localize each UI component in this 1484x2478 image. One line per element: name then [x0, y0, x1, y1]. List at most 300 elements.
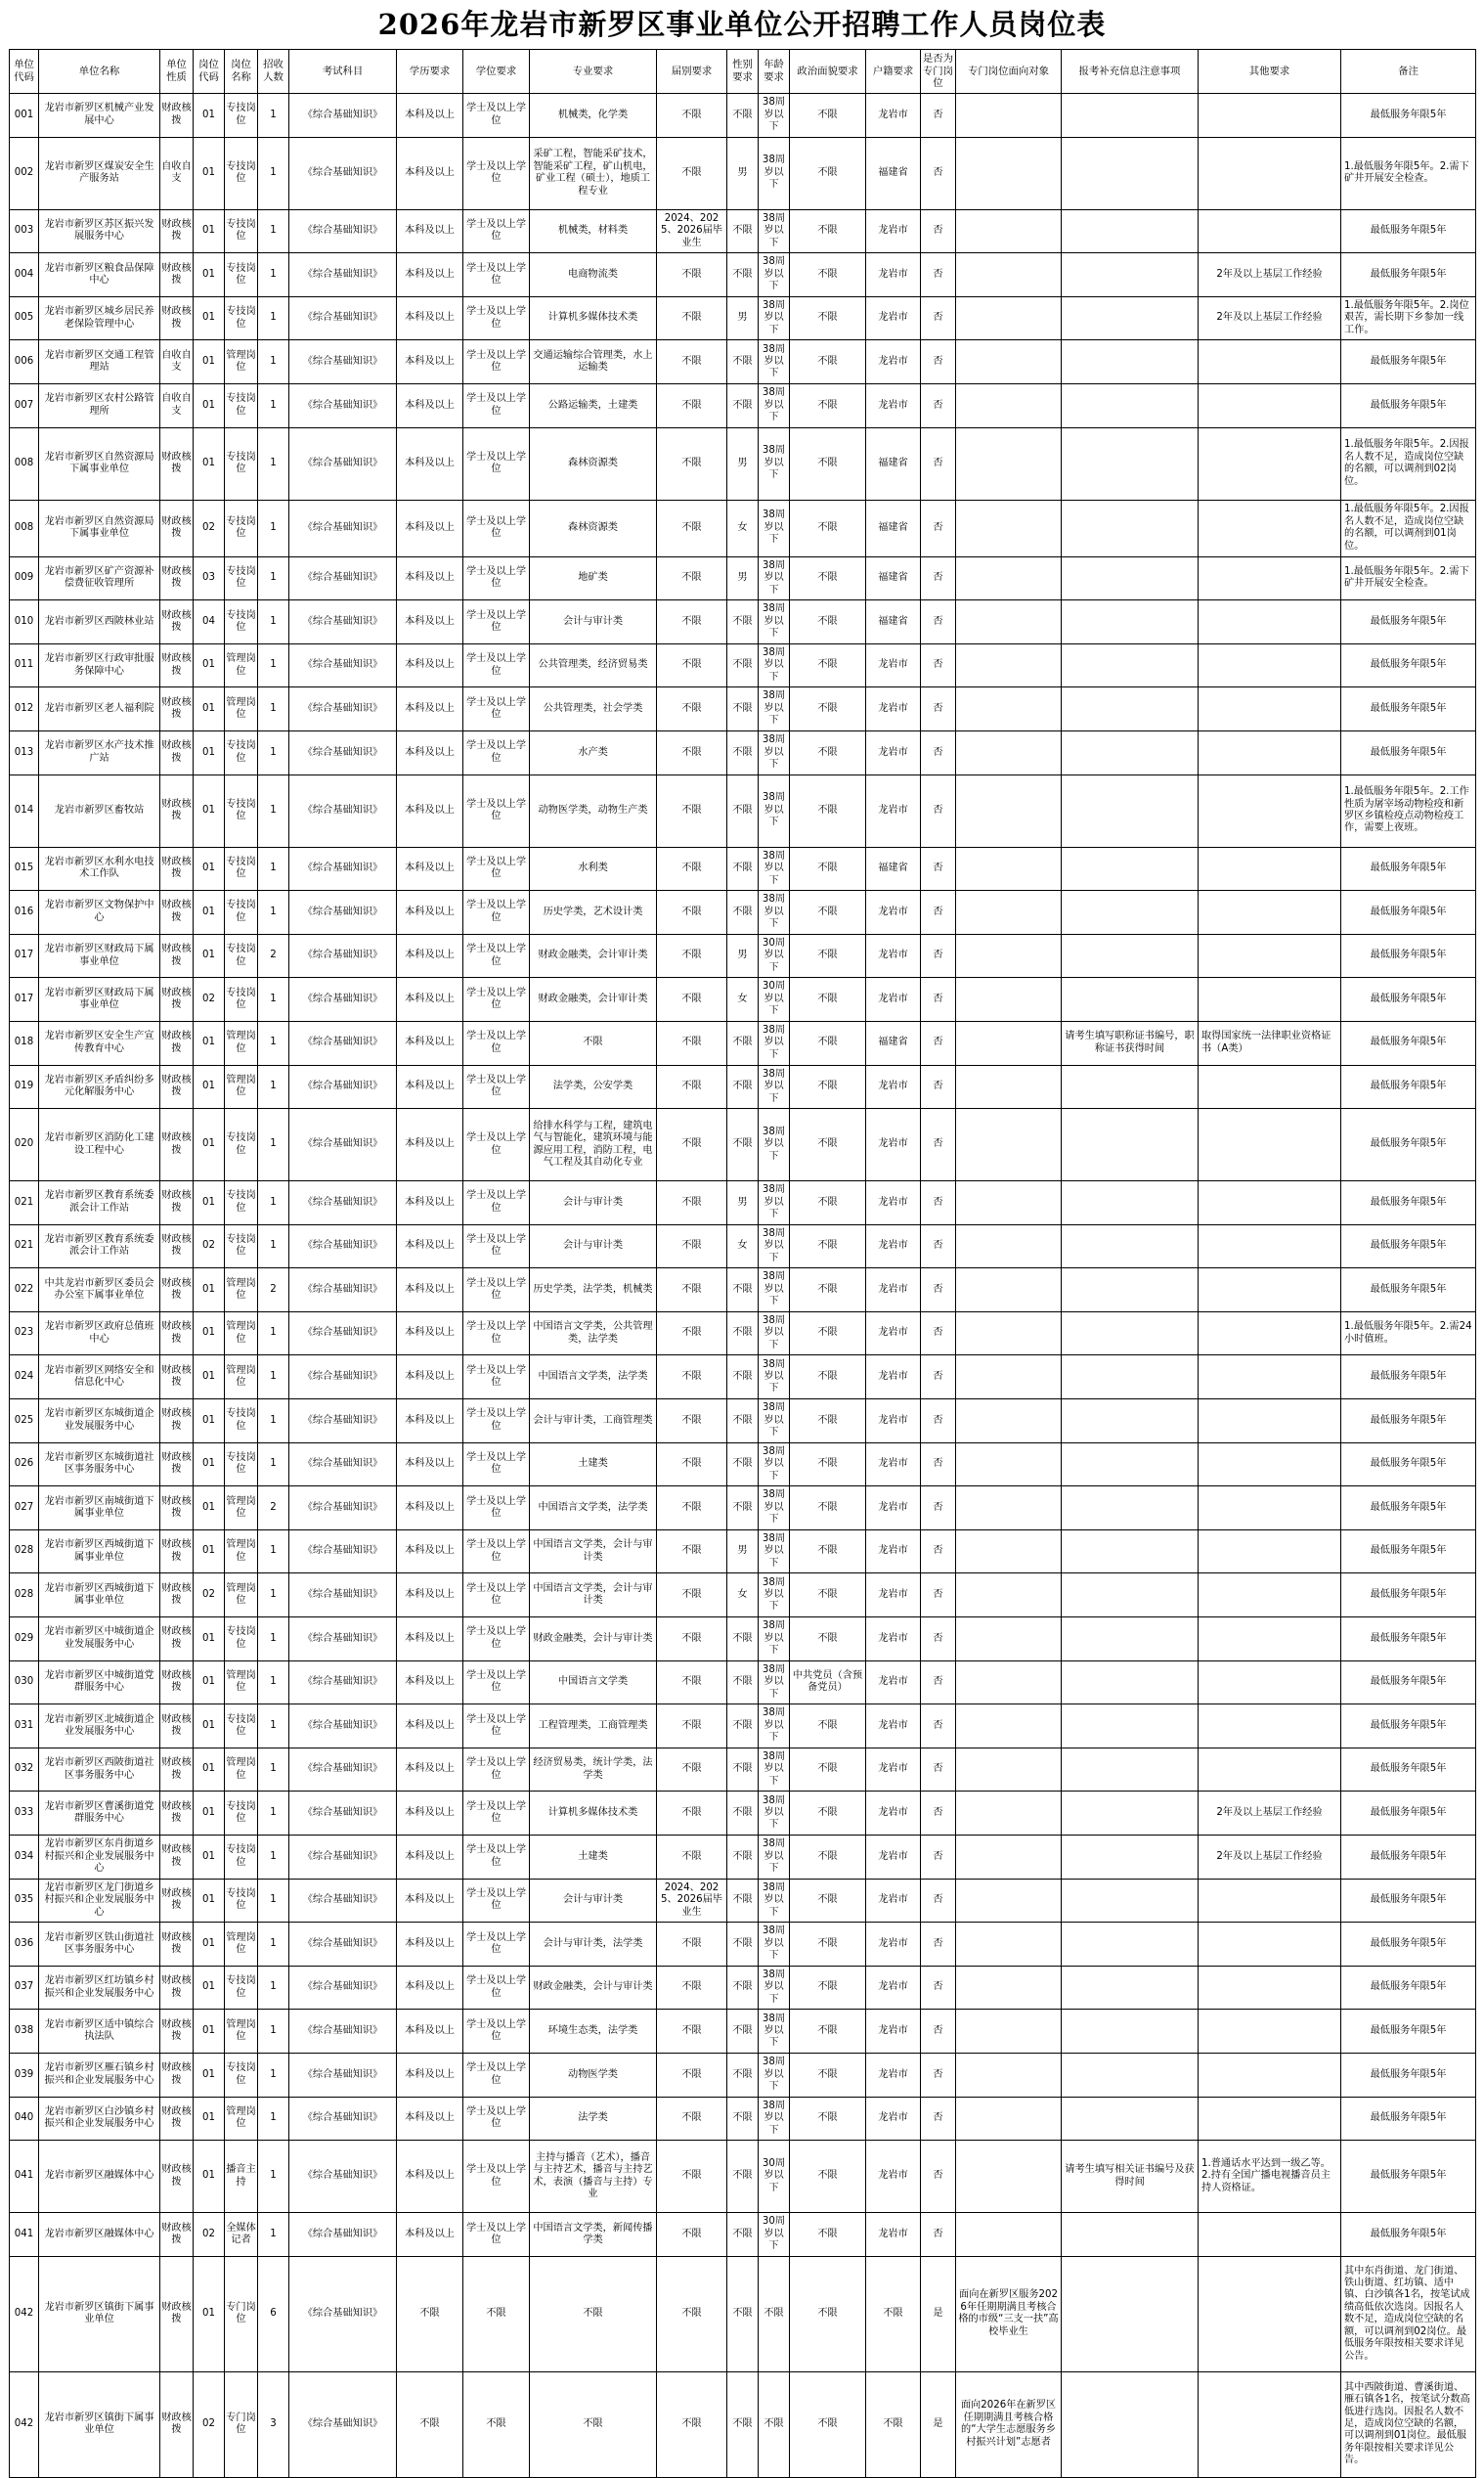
table-cell: 1.最低服务年限5年。2.因报名人数不足，造成岗位空缺的名额，可以调剂到01岗位。 [1341, 500, 1476, 556]
table-cell: 38周岁以下 [759, 1966, 790, 2010]
table-cell: 财政核拨 [160, 1224, 194, 1268]
table-cell [1062, 978, 1199, 1022]
table-cell: 经济贸易类，统计学类，法学类 [530, 1748, 657, 1792]
table-cell: 不限 [759, 2256, 790, 2371]
table-cell: 不限 [657, 2053, 727, 2097]
table-cell: 否 [921, 1529, 956, 1573]
table-cell [1199, 2053, 1341, 2097]
table-cell: 否 [921, 1704, 956, 1748]
table-cell: 38周岁以下 [759, 1573, 790, 1617]
table-cell: 不限 [657, 1399, 727, 1443]
table-cell: 不限 [530, 1021, 657, 1065]
table-cell: 不限 [790, 847, 866, 891]
table-cell: 给排水科学与工程，建筑电气与智能化，建筑环境与能源应用工程，消防工程，电气工程及其自动化专业 [530, 1109, 657, 1181]
table-cell: 不限 [790, 774, 866, 847]
table-cell [1199, 2213, 1341, 2257]
table-cell: 38周岁以下 [759, 383, 790, 427]
table-cell: 38周岁以下 [759, 1486, 790, 1530]
table-cell: 男 [727, 427, 759, 500]
table-cell: 管理岗位 [225, 1529, 258, 1573]
table-cell: 采矿工程，智能采矿技术，智能采矿工程，矿山机电，矿业工程（硕士），地质工程专业 [530, 137, 657, 209]
table-cell: 01 [194, 687, 225, 731]
table-cell: 01 [194, 1486, 225, 1530]
table-cell: 龙岩市 [866, 643, 921, 687]
table-cell: 学士及以上学位 [463, 383, 530, 427]
table-cell: 最低服务年限5年 [1341, 687, 1476, 731]
table-cell: 1 [258, 600, 289, 644]
table-row [10, 1109, 1476, 1181]
table-cell: 不限 [727, 383, 759, 427]
table-cell: 龙岩市新罗区网络安全和信息化中心 [39, 1355, 160, 1399]
positions-table [9, 49, 1476, 2478]
table-cell: 管理岗位 [225, 2010, 258, 2054]
table-cell: 不限 [727, 1966, 759, 2010]
table-cell: 本科及以上 [397, 296, 463, 340]
table-cell [956, 1529, 1062, 1573]
table-cell: 本科及以上 [397, 1923, 463, 1967]
table-cell: 不限 [657, 1617, 727, 1661]
table-cell: 中国语言文学类，会计与审计类 [530, 1573, 657, 1617]
table-cell: 学士及以上学位 [463, 1224, 530, 1268]
table-cell: 《综合基础知识》 [289, 978, 397, 1022]
table-cell: 男 [727, 1529, 759, 1573]
table-cell: 管理岗位 [225, 1486, 258, 1530]
table-cell [1062, 1748, 1199, 1792]
table-cell: 本科及以上 [397, 500, 463, 556]
table-cell: 本科及以上 [397, 340, 463, 384]
table-cell: 不限 [727, 94, 759, 138]
table-row [10, 1311, 1476, 1355]
table-cell [956, 1573, 1062, 1617]
table-cell: 不限 [727, 253, 759, 297]
table-cell: 本科及以上 [397, 1109, 463, 1181]
table-cell: 《综合基础知识》 [289, 1660, 397, 1704]
table-cell: 财政核拨 [160, 643, 194, 687]
table-cell: 《综合基础知识》 [289, 687, 397, 731]
table-cell: 男 [727, 137, 759, 209]
table-cell [1199, 934, 1341, 978]
table-cell: 本科及以上 [397, 687, 463, 731]
table-row [10, 500, 1476, 556]
table-cell: 018 [10, 1021, 39, 1065]
table-cell: 38周岁以下 [759, 427, 790, 500]
table-cell [1062, 1836, 1199, 1880]
table-cell: 《综合基础知识》 [289, 94, 397, 138]
table-cell: 财政核拨 [160, 774, 194, 847]
table-cell [956, 383, 1062, 427]
table-cell [956, 1617, 1062, 1661]
table-cell [1199, 2097, 1341, 2141]
table-cell: 008 [10, 500, 39, 556]
table-cell: 不限 [790, 1486, 866, 1530]
table-cell: 龙岩市 [866, 978, 921, 1022]
table-cell: 最低服务年限5年 [1341, 1660, 1476, 1704]
table-cell: 财政核拨 [160, 2213, 194, 2257]
table-cell: 不限 [657, 94, 727, 138]
table-cell: 不限 [657, 1065, 727, 1109]
table-cell: 专门岗位 [225, 2371, 258, 2477]
table-cell: 否 [921, 1966, 956, 2010]
table-cell: 龙岩市 [866, 2053, 921, 2097]
table-cell: 02 [194, 1224, 225, 1268]
table-cell: 38周岁以下 [759, 94, 790, 138]
table-cell: 学士及以上学位 [463, 1748, 530, 1792]
table-cell: 财政核拨 [160, 1529, 194, 1573]
table-cell: 不限 [790, 891, 866, 935]
table-cell: 最低服务年限5年 [1341, 94, 1476, 138]
table-cell: 01 [194, 2010, 225, 2054]
table-cell [956, 2141, 1062, 2213]
table-cell: 专技岗位 [225, 383, 258, 427]
table-cell: 1 [258, 94, 289, 138]
table-cell: 龙岩市 [866, 1748, 921, 1792]
table-cell: 022 [10, 1268, 39, 1312]
table-cell: 《综合基础知识》 [289, 730, 397, 774]
table-cell: 专技岗位 [225, 556, 258, 600]
table-cell: 最低服务年限5年 [1341, 1617, 1476, 1661]
table-cell: 1 [258, 209, 289, 253]
table-row [10, 2053, 1476, 2097]
table-cell: 019 [10, 1065, 39, 1109]
table-cell: 专技岗位 [225, 296, 258, 340]
table-cell: 不限 [657, 1529, 727, 1573]
table-cell: 不限 [727, 1109, 759, 1181]
table-cell: 01 [194, 94, 225, 138]
table-cell: 财政核拨 [160, 1573, 194, 1617]
table-cell: 财政核拨 [160, 1109, 194, 1181]
table-cell: 龙岩市 [866, 1660, 921, 1704]
table-cell: 否 [921, 847, 956, 891]
table-cell: 不限 [727, 1748, 759, 1792]
table-cell: 不限 [727, 2371, 759, 2477]
table-cell [1199, 1966, 1341, 2010]
table-cell: 《综合基础知识》 [289, 296, 397, 340]
table-cell: 6 [258, 2256, 289, 2371]
table-cell: 017 [10, 978, 39, 1022]
table-cell: 否 [921, 1109, 956, 1181]
table-cell: 龙岩市 [866, 1355, 921, 1399]
table-cell: 最低服务年限5年 [1341, 643, 1476, 687]
table-cell: 龙岩市新罗区适中镇综合执法队 [39, 2010, 160, 2054]
table-cell [956, 94, 1062, 138]
table-cell: 不限 [790, 137, 866, 209]
table-cell: 不限 [727, 1660, 759, 1704]
table-cell: 1.最低服务年限5年。2.工作性质为屠宰场动物检疫和新罗区乡镇检疫点动物检疫工作，需要上夜班。 [1341, 774, 1476, 847]
table-cell: 学士及以上学位 [463, 1355, 530, 1399]
table-cell: 30周岁以下 [759, 2213, 790, 2257]
table-row [10, 1268, 1476, 1312]
table-cell: 01 [194, 1109, 225, 1181]
table-row [10, 1748, 1476, 1792]
table-cell [1199, 1923, 1341, 1967]
table-cell: 森林资源类 [530, 427, 657, 500]
table-row [10, 730, 1476, 774]
table-cell: 最低服务年限5年 [1341, 1268, 1476, 1312]
table-cell: 动物医学类 [530, 2053, 657, 2097]
table-cell [1062, 2213, 1199, 2257]
table-cell: 1 [258, 1311, 289, 1355]
table-row [10, 2256, 1476, 2371]
table-cell: 专技岗位 [225, 891, 258, 935]
table-cell: 021 [10, 1181, 39, 1225]
table-cell: 本科及以上 [397, 774, 463, 847]
table-cell: 38周岁以下 [759, 2053, 790, 2097]
table-cell [956, 1879, 1062, 1923]
table-cell: 1 [258, 1573, 289, 1617]
table-cell: 专技岗位 [225, 253, 258, 297]
table-cell: 学士及以上学位 [463, 1966, 530, 2010]
table-cell: 2024、2025、2026届毕业生 [657, 209, 727, 253]
table-cell [1199, 383, 1341, 427]
table-cell: 本科及以上 [397, 2213, 463, 2257]
table-cell: 1 [258, 2213, 289, 2257]
table-cell [1199, 2256, 1341, 2371]
table-cell: 中共党员（含预备党员） [790, 1660, 866, 1704]
table-cell: 不限 [790, 1748, 866, 1792]
table-cell: 38周岁以下 [759, 1181, 790, 1225]
table-cell: 本科及以上 [397, 1486, 463, 1530]
table-cell: 龙岩市 [866, 1529, 921, 1573]
table-cell: 不限 [657, 1573, 727, 1617]
table-cell: 不限 [790, 1311, 866, 1355]
table-cell: 01 [194, 1704, 225, 1748]
table-cell [1199, 1660, 1341, 1704]
table-cell: 最低服务年限5年 [1341, 1879, 1476, 1923]
table-cell: 机械类，化学类 [530, 94, 657, 138]
table-cell: 龙岩市 [866, 2010, 921, 2054]
table-cell: 38周岁以下 [759, 2010, 790, 2054]
table-cell: 龙岩市 [866, 1399, 921, 1443]
table-cell: 036 [10, 1923, 39, 1967]
table-row [10, 1355, 1476, 1399]
table-cell: 龙岩市 [866, 1065, 921, 1109]
table-cell: 本科及以上 [397, 427, 463, 500]
table-cell: 龙岩市新罗区铁山街道社区事务服务中心 [39, 1923, 160, 1967]
table-cell: 福建省 [866, 556, 921, 600]
table-cell: 不限 [657, 2256, 727, 2371]
table-cell: 38周岁以下 [759, 687, 790, 731]
table-cell: 学士及以上学位 [463, 209, 530, 253]
table-cell [1062, 1486, 1199, 1530]
column-header: 户籍要求 [866, 50, 921, 94]
table-cell: 学士及以上学位 [463, 1660, 530, 1704]
table-cell: 森林资源类 [530, 500, 657, 556]
table-cell [1062, 1109, 1199, 1181]
table-cell: 最低服务年限5年 [1341, 1021, 1476, 1065]
table-cell: 007 [10, 383, 39, 427]
table-cell: 最低服务年限5年 [1341, 209, 1476, 253]
table-cell [956, 1660, 1062, 1704]
table-cell: 管理岗位 [225, 1021, 258, 1065]
table-cell: 财政核拨 [160, 730, 194, 774]
table-cell: 管理岗位 [225, 1573, 258, 1617]
column-header: 考试科目 [289, 50, 397, 94]
table-cell: 最低服务年限5年 [1341, 1529, 1476, 1573]
table-cell: 龙岩市 [866, 2097, 921, 2141]
table-cell [1199, 500, 1341, 556]
table-cell: 1 [258, 730, 289, 774]
table-cell [1199, 643, 1341, 687]
table-cell: 01 [194, 1399, 225, 1443]
table-cell: 不限 [727, 1268, 759, 1312]
table-cell: 01 [194, 1748, 225, 1792]
table-cell: 龙岩市 [866, 1109, 921, 1181]
table-cell: 财政核拨 [160, 1836, 194, 1880]
table-cell: 龙岩市新罗区融媒体中心 [39, 2141, 160, 2213]
table-cell: 01 [194, 209, 225, 253]
table-cell: 学士及以上学位 [463, 891, 530, 935]
table-cell: 历史学类，艺术设计类 [530, 891, 657, 935]
table-cell [956, 1486, 1062, 1530]
table-cell: 会计与审计类 [530, 1224, 657, 1268]
table-cell: 02 [194, 500, 225, 556]
table-cell: 30周岁以下 [759, 978, 790, 1022]
table-cell: 不限 [657, 296, 727, 340]
table-row [10, 774, 1476, 847]
table-cell: 财政核拨 [160, 1923, 194, 1967]
table-cell: 否 [921, 1442, 956, 1486]
table-cell: 01 [194, 1311, 225, 1355]
table-cell: 学士及以上学位 [463, 2213, 530, 2257]
table-cell: 财政核拨 [160, 891, 194, 935]
table-cell [956, 253, 1062, 297]
table-cell: 《综合基础知识》 [289, 1311, 397, 1355]
table-cell [1062, 2010, 1199, 2054]
table-cell: 不限 [790, 556, 866, 600]
table-cell [956, 500, 1062, 556]
table-cell: 本科及以上 [397, 209, 463, 253]
table-cell: 本科及以上 [397, 1529, 463, 1573]
table-cell: 不限 [790, 1573, 866, 1617]
table-cell: 028 [10, 1573, 39, 1617]
table-cell: 财政核拨 [160, 296, 194, 340]
table-cell: 017 [10, 934, 39, 978]
table-cell: 不限 [790, 1879, 866, 1923]
table-cell: 龙岩市 [866, 730, 921, 774]
table-cell: 1 [258, 556, 289, 600]
table-cell: 009 [10, 556, 39, 600]
table-cell: 不限 [657, 1224, 727, 1268]
table-cell: 本科及以上 [397, 1660, 463, 1704]
table-cell: 否 [921, 2097, 956, 2141]
table-cell [1199, 340, 1341, 384]
table-cell: 财政核拨 [160, 1486, 194, 1530]
table-cell: 不限 [790, 643, 866, 687]
table-cell: 否 [921, 1486, 956, 1530]
table-cell: 龙岩市 [866, 1966, 921, 2010]
table-cell [956, 1704, 1062, 1748]
table-cell: 本科及以上 [397, 1021, 463, 1065]
table-cell: 龙岩市 [866, 253, 921, 297]
table-cell: 龙岩市新罗区煤炭安全生产服务站 [39, 137, 160, 209]
table-cell: 38周岁以下 [759, 1355, 790, 1399]
table-cell: 不限 [657, 934, 727, 978]
table-cell [1062, 556, 1199, 600]
table-cell [1062, 1617, 1199, 1661]
table-cell: 龙岩市新罗区消防化工建设工程中心 [39, 1109, 160, 1181]
table-cell: 《综合基础知识》 [289, 1617, 397, 1661]
table-cell: 01 [194, 934, 225, 978]
table-cell: 中国语言文学类 [530, 1660, 657, 1704]
table-cell: 专技岗位 [225, 1224, 258, 1268]
table-cell: 福建省 [866, 137, 921, 209]
table-cell: 024 [10, 1355, 39, 1399]
table-cell: 学士及以上学位 [463, 1268, 530, 1312]
table-cell: 1 [258, 1966, 289, 2010]
table-cell: 否 [921, 2010, 956, 2054]
table-cell: 龙岩市 [866, 774, 921, 847]
table-cell: 006 [10, 340, 39, 384]
table-cell: 否 [921, 1021, 956, 1065]
table-cell: 不限 [790, 427, 866, 500]
table-cell: 否 [921, 500, 956, 556]
table-cell: 龙岩市新罗区水利水电技术工作队 [39, 847, 160, 891]
table-cell: 最低服务年限5年 [1341, 2141, 1476, 2213]
table-cell: 财政核拨 [160, 94, 194, 138]
table-cell: 《综合基础知识》 [289, 1486, 397, 1530]
table-cell: 2年及以上基层工作经验 [1199, 1792, 1341, 1836]
table-cell: 01 [194, 1923, 225, 1967]
table-cell: 学士及以上学位 [463, 1442, 530, 1486]
table-cell: 38周岁以下 [759, 1529, 790, 1573]
table-cell [1062, 2053, 1199, 2097]
table-cell: 041 [10, 2213, 39, 2257]
table-cell: 不限 [790, 1268, 866, 1312]
table-cell: 不限 [657, 383, 727, 427]
table-cell: 04 [194, 600, 225, 644]
table-cell: 专技岗位 [225, 500, 258, 556]
table-row [10, 1879, 1476, 1923]
table-cell: 专技岗位 [225, 1399, 258, 1443]
table-cell: 否 [921, 296, 956, 340]
table-cell: 02 [194, 978, 225, 1022]
table-cell: 1 [258, 340, 289, 384]
table-cell: 是 [921, 2256, 956, 2371]
table-cell: 不限 [866, 2371, 921, 2477]
table-cell: 否 [921, 934, 956, 978]
table-cell: 本科及以上 [397, 556, 463, 600]
table-cell [1062, 1966, 1199, 2010]
table-cell: 021 [10, 1224, 39, 1268]
table-cell: 面向2026年在新罗区任期期满且考核合格的“大学生志愿服务乡村振兴计划”志愿者 [956, 2371, 1062, 2477]
table-cell: 005 [10, 296, 39, 340]
table-cell: 全媒体记者 [225, 2213, 258, 2257]
table-cell: 03 [194, 556, 225, 600]
table-cell: 否 [921, 774, 956, 847]
table-row [10, 1399, 1476, 1443]
table-cell: 1 [258, 137, 289, 209]
table-cell: 管理岗位 [225, 340, 258, 384]
table-cell: 《综合基础知识》 [289, 1529, 397, 1573]
column-header: 专业要求 [530, 50, 657, 94]
table-cell [1199, 978, 1341, 1022]
table-cell [956, 2097, 1062, 2141]
table-cell: 01 [194, 253, 225, 297]
page-title: 2026年龙岩市新罗区事业单位公开招聘工作人员岗位表 [377, 8, 1107, 41]
table-cell: 最低服务年限5年 [1341, 600, 1476, 644]
table-cell: 会计与审计类 [530, 1879, 657, 1923]
table-cell [1062, 94, 1199, 138]
table-cell: 1 [258, 383, 289, 427]
table-cell: 管理岗位 [225, 1065, 258, 1109]
table-cell: 否 [921, 2053, 956, 2097]
table-cell: 不限 [657, 2097, 727, 2141]
table-cell: 不限 [657, 978, 727, 1022]
table-cell: 《综合基础知识》 [289, 1268, 397, 1312]
table-cell: 学士及以上学位 [463, 94, 530, 138]
table-cell [956, 1109, 1062, 1181]
table-cell: 本科及以上 [397, 2141, 463, 2213]
